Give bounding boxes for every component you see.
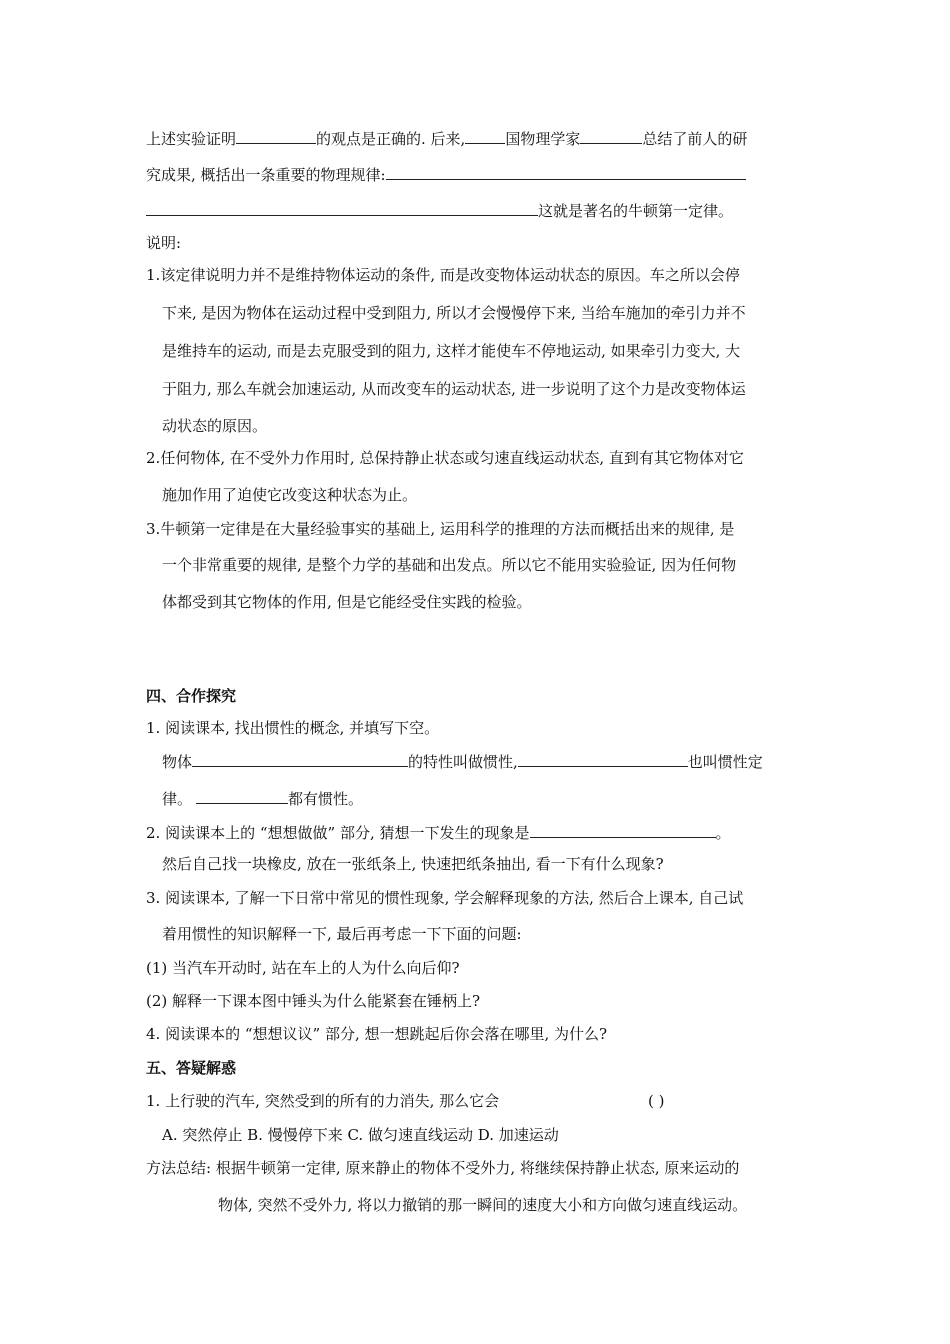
blank-law-part1[interactable] [386, 163, 746, 180]
blank-law-part2[interactable] [146, 199, 538, 216]
method-summary-line-1: 方法总结: 根据牛顿第一定律, 原来静止的物体不受外力, 将继续保持静止状态, 原来运动的 [146, 1159, 740, 1177]
section-4-q4: 4. 阅读课本的 “想想议议” 部分, 想一想跳起后你会落在哪里, 为什么? [146, 1025, 608, 1043]
note-2-line-1 [146, 447, 744, 469]
note-3-line-3: 体都受到其它物体的作用, 但是它能经受住实践的检验。 [162, 593, 532, 611]
text: 。 [715, 824, 731, 842]
note-number: 1. [146, 266, 161, 284]
blank-country[interactable] [465, 127, 505, 144]
section-5-title: 五、答疑解惑 [146, 1059, 237, 1077]
section-4-q1-fill-line-2 [162, 787, 363, 810]
note-1-line-4: 于阻力, 那么车就会加速运动, 从而改变车的运动状态, 进一步说明了这个力是改变物体运 [162, 380, 746, 398]
note-2-line-2: 施加作用了迫使它改变这种状态为止。 [162, 486, 418, 504]
text: 总结了前人的研 [642, 130, 748, 148]
section-4-q3: 3. 阅读课本, 了解一下日常中常见的惯性现象, 学会解释现象的方法, 然后合上课本, 自己试 [146, 889, 744, 907]
law-intro-line-3 [146, 199, 733, 222]
text: 上述实验证明 [146, 130, 237, 148]
blank-all-objects[interactable] [196, 787, 288, 804]
note-3-line-2: 一个非常重要的规律, 是整个力学的基础和出发点。所以它不能用实验验证, 因为任何物 [162, 556, 737, 574]
text: 这就是著名的牛顿第一定律。 [538, 202, 734, 220]
section-4-q3-sub-2: (2) 解释一下课本图中锤头为什么能紧套在锤柄上? [146, 992, 481, 1010]
text: 物体 [162, 753, 193, 771]
blank-inertia-law[interactable] [518, 750, 688, 767]
section-4-q2 [146, 821, 731, 844]
text: 都有惯性。 [288, 790, 364, 808]
section-4-q1-fill-line-1 [162, 750, 763, 773]
text: 任何物体, 在不受外力作用时, 总保持静止状态或匀速直线运动状态, 直到有其它物体对它 [160, 449, 744, 467]
section-5-q1: 1. 上行驶的汽车, 突然受到的所有的力消失, 那么它会 [146, 1092, 500, 1110]
blank-guess-phenomenon[interactable] [530, 821, 716, 838]
section-4-q2-line-2: 然后自己找一块橡皮, 放在一张纸条上, 快速把纸条抽出, 看一下有什么现象? [162, 855, 664, 873]
note-1-line-2: 下来, 是因为物体在运动过程中受到阻力, 所以才会慢慢停下来, 当给车施加的牵引力并不 [162, 304, 746, 322]
blank-inertia-definition[interactable] [192, 750, 408, 767]
section-4-q3-sub-1: (1) 当汽车开动时, 站在车上的人为什么向后仰? [146, 959, 460, 977]
method-summary-line-2: 物体, 突然不受外力, 将以力撤销的那一瞬间的速度大小和方向做匀速直线运动。 [218, 1196, 748, 1214]
text: 的特性叫做惯性, [408, 753, 518, 771]
note-1-line-1 [146, 264, 740, 286]
text: 究成果, 概括出一条重要的物理规律: [146, 166, 386, 184]
text: 律。 [162, 790, 193, 808]
law-intro-line-1 [146, 127, 747, 150]
law-intro-line-2 [146, 163, 746, 186]
text: 也叫惯性定 [687, 753, 763, 771]
note-number: 2. [146, 449, 161, 467]
note-title: 说明: [146, 234, 182, 252]
text: 的观点是正确的. 后来, [316, 130, 466, 148]
note-1-line-5: 动状态的原因。 [162, 417, 268, 435]
section-4-q3-line-2: 着用惯性的知识解释一下, 最后再考虑一下下面的问题: [162, 925, 522, 943]
section-4-title: 四、合作探究 [146, 687, 237, 705]
text: 牛顿第一定律是在大量经验事实的基础上, 运用科学的推理的方法而概括出来的规律, 是 [160, 520, 735, 538]
text: 国物理学家 [505, 130, 581, 148]
text: 该定律说明力并不是维持物体运动的条件, 而是改变物体运动状态的原因。车之所以会停 [160, 266, 740, 284]
note-number: 3. [146, 520, 161, 538]
blank-viewpoint[interactable] [236, 127, 316, 144]
note-1-line-3: 是维持车的运动, 而是去克服受到的阻力, 这样才能使车不停地运动, 如果牵引力变大, 大 [162, 342, 741, 360]
text: 2. 阅读课本上的 “想想做做” 部分, 猜想一下发生的现象是 [146, 824, 530, 842]
note-3-line-1 [146, 518, 734, 540]
section-4-q1: 1. 阅读课本, 找出惯性的概念, 并填写下空。 [146, 719, 440, 737]
section-5-options: A. 突然停止 B. 慢慢停下来 C. 做匀速直线运动 D. 加速运动 [162, 1126, 559, 1144]
answer-parentheses[interactable]: ( ) [648, 1092, 665, 1110]
blank-physicist[interactable] [580, 127, 642, 144]
